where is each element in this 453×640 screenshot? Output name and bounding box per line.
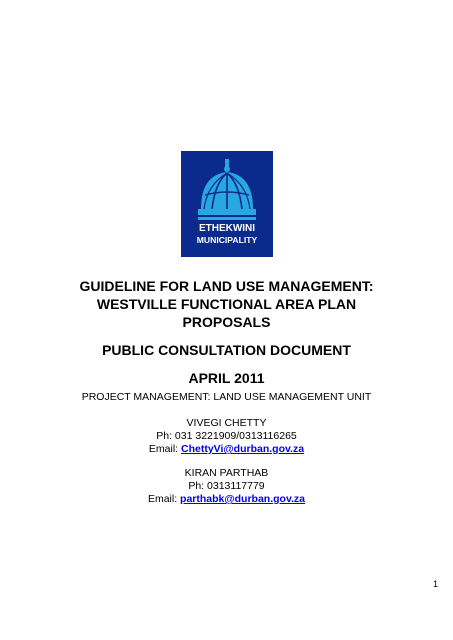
title-line-2: WESTVILLE FUNCTIONAL AREA PLAN [96,296,357,312]
ethekwini-municipality-logo [181,151,273,257]
project-management-line: PROJECT MANAGEMENT: LAND USE MANAGEMENT UNIT [81,391,372,403]
title-line-3: PROPOSALS [182,314,271,330]
contact-phone: Ph: 0313117779 [188,480,265,492]
email-label: Email: [147,493,181,505]
contact-name: KIRAN PARTHAB [184,467,269,479]
contact-phone: Ph: 031 3221909/0313116265 [156,430,297,442]
email-link[interactable]: parthabk@durban.gov.za [180,493,306,505]
contact-name: VIVEGI CHETTY [186,417,267,429]
email-label: Email: [148,443,182,455]
document-subtitle: PUBLIC CONSULTATION DOCUMENT [102,342,351,358]
logo-text-line2: MUNICIPALITY [196,235,258,245]
email-link[interactable]: ChettyVi@durban.gov.za [181,443,305,455]
title-line-1: GUIDELINE FOR LAND USE MANAGEMENT: [79,278,374,294]
contact-email-line [0,443,453,455]
contact-email-line [0,493,453,505]
document-title [0,277,453,331]
logo-text-line1: ETHEKWINI [198,223,256,234]
document-date: APRIL 2011 [188,370,265,386]
page-number: 1 [432,579,438,589]
dome-icon [181,151,273,257]
